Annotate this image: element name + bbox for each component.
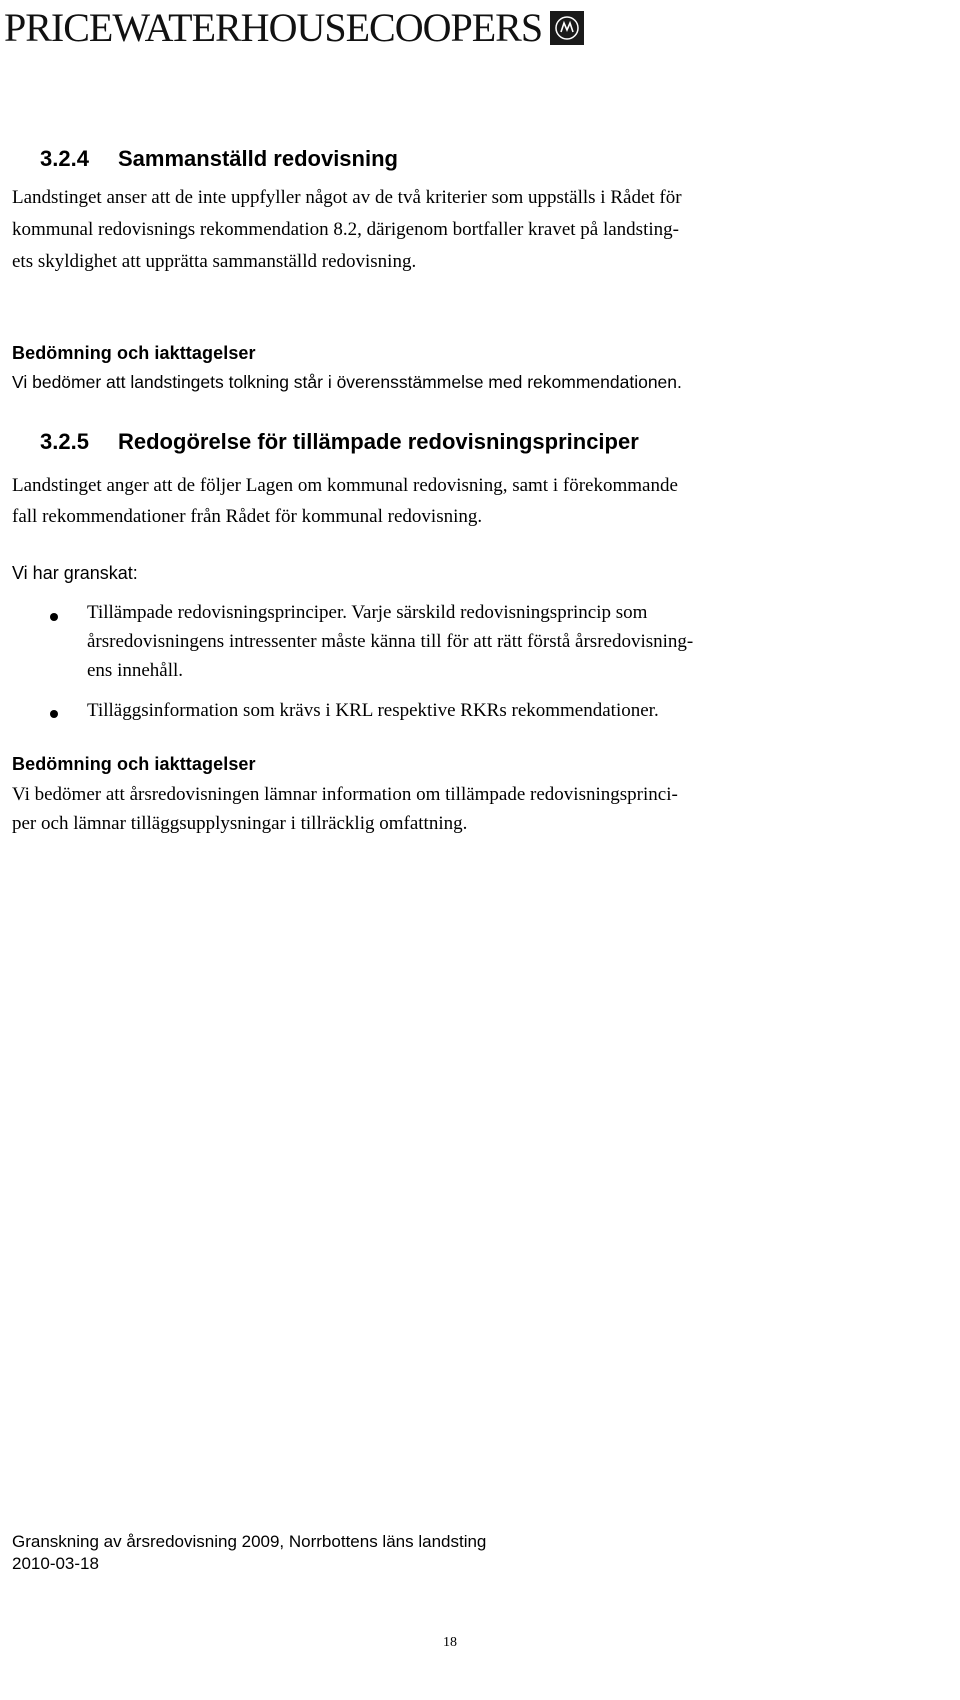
section-title: Sammanställd redovisning — [118, 146, 398, 171]
company-logo — [4, 6, 584, 50]
footer-date: 2010-03-18 — [12, 1554, 99, 1573]
list-item-line: Tillämpade redovisningsprinciper. Varje särskild redovisningsprincip som — [87, 602, 648, 623]
list-item-line: ens innehåll. — [87, 660, 184, 681]
bullet-dot-icon — [50, 710, 58, 718]
footer-report-title: Granskning av årsredovisning 2009, Norrbottens läns landsting — [12, 1532, 487, 1551]
section-heading-3-2-5 — [40, 429, 639, 455]
paragraph-line: Landstinget anger att de följer Lagen om kommunal redovisning, samt i förekommande — [12, 475, 678, 496]
paragraph-line: Landstinget anser att de inte uppfyller något av de två kriterier som uppställs i Rådet för — [12, 187, 682, 208]
assessment-text: Vi bedömer att landstingets tolkning står i överensstämmelse med rekommendationen. — [12, 372, 682, 392]
list-item-line: Tilläggsinformation som krävs i KRL respektive RKRs rekommendationer. — [87, 700, 659, 721]
reviewed-label: Vi har granskat: — [12, 563, 138, 583]
section-number: 3.2.4 — [40, 146, 89, 171]
section-number: 3.2.5 — [40, 429, 89, 454]
assessment-line: Vi bedömer att årsredovisningen lämnar information om tillämpade redovisningsprinci- — [12, 784, 678, 805]
paragraph-line: kommunal redovisnings rekommendation 8.2, därigenom bortfaller kravet på landsting- — [12, 219, 679, 240]
assessment-line: per och lämnar tilläggsupplysningar i tillräcklig omfattning. — [12, 813, 468, 834]
assessment-heading: Bedömning och iakttagelser — [12, 343, 256, 363]
bullet-dot-icon — [50, 613, 58, 621]
logo-mark-icon — [550, 11, 584, 45]
paragraph-line: ets skyldighet att upprätta sammanställd redovisning. — [12, 251, 417, 272]
assessment-heading: Bedömning och iakttagelser — [12, 754, 256, 774]
paragraph-line: fall rekommendationer från Rådet för kommunal redovisning. — [12, 506, 483, 527]
page-number: 18 — [443, 1635, 457, 1650]
section-heading-3-2-4 — [40, 146, 398, 172]
logo-wordmark: PRICEWATERHOUSECOOPERS — [4, 5, 543, 50]
list-item-line: årsredovisningens intressenter måste känna till för att rätt förstå årsredovisning- — [87, 631, 694, 652]
section-title: Redogörelse för tillämpade redovisningsprinciper — [118, 429, 639, 454]
